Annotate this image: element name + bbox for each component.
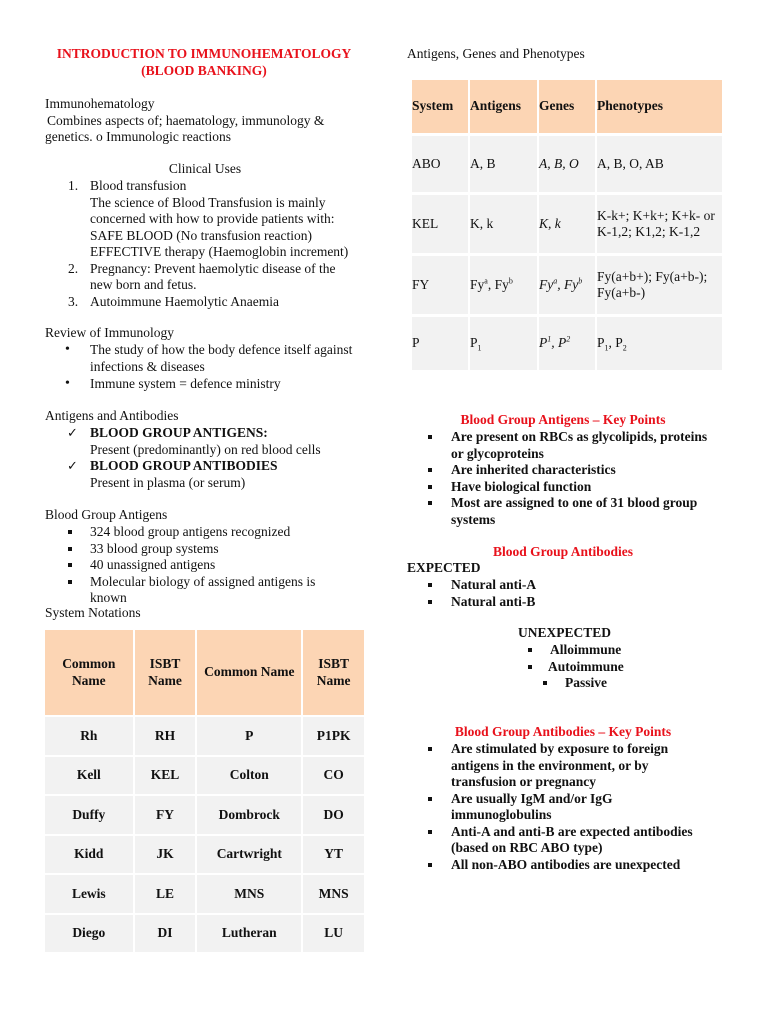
bullet-square-icon [543,681,547,685]
unexpected-item-label: Autoimmune [548,658,624,674]
notation-cell: DI [135,915,198,955]
notation-cell: DO [303,796,366,836]
notation-cell: Cartwright [197,836,303,876]
agp-gene-base: P [539,335,548,351]
antibodies-heading: Blood Group Antibodies [492,544,634,559]
agp-row-fy [412,256,724,317]
review-item-line: • Immune system = defence ministry [90,376,281,391]
agp-phenotypes [597,317,724,373]
document-title [45,46,363,79]
agp-row-p [412,317,724,373]
antibody-key-point-item-line: transfusion or pregnancy [451,774,597,789]
ag-ab-item-label: BLOOD GROUP ANTIGENS: [90,425,268,440]
immuno-section [45,96,365,146]
ag-ab-item-desc: Present (predominantly) on red blood cells [90,441,321,457]
agp-ag-base: P [470,335,478,351]
notation-cell: LU [303,915,366,955]
notation-header-line: Common Name [204,664,295,680]
review-item-line: • The study of how the body defence itself against [90,342,353,357]
notation-row [45,796,366,836]
bga-item-line: known [90,590,127,605]
notation-cell: Lewis [45,875,135,915]
agp-ag-sup-a: a [484,276,488,286]
agp-antigens [470,317,539,373]
unexpected-item [543,675,668,692]
unexpected-item [528,659,668,676]
key-points-list [406,429,726,528]
agp-heading: Antigens, Genes and Phenotypes [407,46,585,61]
notation-header-line: ISBT [149,656,181,671]
notation-cell: CO [303,757,366,797]
ag-ab-list [45,425,365,491]
unexpected-item [528,642,668,659]
notation-cell: Colton [197,757,303,797]
notation-cell: Dombrock [197,796,303,836]
key-point-item-line: Most are assigned to one of 31 blood group [451,495,698,510]
system-notations-table [45,630,366,954]
agp-antigens: A, B [470,136,539,195]
notation-cell: KEL [135,757,198,797]
clinical-item-line: Pregnancy: Prevent haemolytic disease of the [90,260,336,276]
key-point-item-line: or glycoproteins [451,445,544,461]
agp-header-phenotypes: Phenotypes [597,80,724,136]
immuno-heading: Immunohematology [45,96,155,111]
notation-header-line: Name [71,672,106,688]
agp-phenotype-line: K-k+; K+k+; K+k- or [597,207,715,223]
agp-genes: A, B, O [539,136,597,195]
agp-ag-sup-b: b [508,276,513,286]
notation-cell: RH [135,717,198,757]
title-line-2: (BLOOD BANKING) [141,62,267,78]
agp-gene-sup-1: 1 [547,334,552,344]
clinical-item [45,294,365,311]
notation-header-row [45,630,366,717]
unexpected-label: UNEXPECTED [518,625,612,640]
antibody-key-point-item-line: Are usually IgM and/or IgG [451,790,613,806]
agp-header-genes: Genes [539,80,597,136]
notation-cell: YT [303,836,366,876]
clinical-item [45,178,365,261]
ag-ab-item [45,425,365,458]
agp-row-abo [412,136,724,195]
antibody-key-point-item [406,857,726,874]
clinical-item-line: Blood transfusion [90,178,187,193]
notation-cell: JK [135,836,198,876]
ag-ab-heading: Antigens and Antibodies [45,408,179,423]
key-point-item-line: Are present on RBCs as glycolipids, proteins [451,429,708,444]
agp-gene-base: Fy [539,276,554,292]
title-line-1: INTRODUCTION TO IMMUNOHEMATOLOGY [56,46,352,61]
key-point-item-line: Have biological function [451,478,592,494]
expected-label: EXPECTED [407,560,481,575]
review-heading: Review of Immunology [45,325,174,340]
notation-cell: MNS [197,875,303,915]
antibody-key-point-item [406,824,726,857]
notation-row [45,836,366,876]
agp-genes [539,317,597,373]
bullet-square-icon [528,648,532,652]
agp-ag-base: Fy [470,276,485,292]
clinical-item-line: SAFE BLOOD (No transfusion reaction) [90,227,312,243]
notation-cell: Diego [45,915,135,955]
clinical-uses-list [45,178,365,310]
agp-header-antigens: Antigens [470,80,539,136]
notation-header-cell [303,630,366,717]
agp-gene-sup-b: b [578,276,583,286]
notation-header-cell [135,630,198,717]
antibody-key-points-list [406,741,726,873]
key-point-item [406,479,726,496]
bga-item-line: 40 unassigned antigens [90,557,216,572]
clinical-item-line: new born and fetus. [90,277,197,292]
immuno-text-1: Combines aspects of; haematology, immunology & [47,112,325,128]
antibody-key-point-item-line: (based on RBC ABO type) [451,840,603,855]
antibody-key-point-item-line: immunoglobulins [451,807,552,822]
agp-phenotypes: A, B, O, AB [597,136,724,195]
expected-list [406,577,726,610]
immuno-text-2: genetics. o Immunologic reactions [45,129,231,144]
checkmark-icon: ✓ [67,425,78,440]
clinical-item-line: The science of Blood Transfusion is mainly [90,194,326,210]
notation-cell: Kidd [45,836,135,876]
clinical-item-number: 3. [68,293,79,309]
agp-phenotypes [597,256,724,317]
bga-heading: Blood Group Antigens [45,507,168,522]
clinical-heading: Clinical Uses [168,161,242,176]
key-point-item [406,495,726,528]
notation-row [45,875,366,915]
notation-cell: Lutheran [197,915,303,955]
notation-row [45,717,366,757]
antibody-key-point-item-line: All non-ABO antibodies are unexpected [451,856,681,872]
agp-system: KEL [412,195,470,256]
agp-ag-sub: 1 [477,343,482,353]
review-item [45,376,365,393]
bullet-square-icon [528,665,532,669]
agp-antigens: K, k [470,195,539,256]
bga-item-line: Molecular biology of assigned antigens is [90,573,316,589]
agp-system: FY [412,256,470,317]
review-item-line: infections & diseases [90,358,205,374]
notation-header-line: Common [62,656,116,671]
bga-item [45,524,365,541]
bga-item [45,541,365,558]
expected-item: Natural anti-A [406,577,726,594]
review-list [45,342,365,393]
checkmark-icon: ✓ [67,458,78,473]
clinical-item-line: EFFECTIVE therapy (Haemoglobin increment) [90,244,349,259]
agp-phenotype-line: K-1,2; K1,2; K-1,2 [597,224,701,239]
unexpected-list [528,642,668,692]
key-point-item-line: systems [451,511,496,527]
antibody-key-point-item-line: Anti-A and anti-B are expected antibodies [451,823,693,839]
unexpected-item-label: Passive [565,675,607,690]
clinical-item-line: Autoimmune Haemolytic Anaemia [90,293,279,309]
agp-gene-sep: , P [551,335,567,351]
notation-cell: Duffy [45,796,135,836]
agp-antigens [470,256,539,317]
notation-cell: P1PK [303,717,366,757]
agp-genes: K, k [539,195,597,256]
antibody-key-points-heading: Blood Group Antibodies – Key Points [454,724,672,739]
agp-phen-sub-2: 2 [622,343,627,353]
agp-header-system: System [412,80,470,136]
notation-cell: Rh [45,717,135,757]
notation-header-line: ISBT [318,656,350,671]
unexpected-item-label: Alloimmune [550,642,622,657]
agp-header-row [412,80,724,136]
bga-item-line: 324 blood group antigens recognized [90,524,291,539]
clinical-item-line: concerned with how to provide patients with: [90,211,335,226]
bga-item-line: 33 blood group systems [90,540,219,556]
agp-row-kel [412,195,724,256]
clinical-item-number: 2. [68,260,79,276]
notation-header-line: Name [316,672,351,688]
antibody-key-point-item-line: Are stimulated by exposure to foreign [451,741,669,756]
key-point-item-line: Are inherited characteristics [451,462,616,477]
agp-table [412,80,724,373]
notation-cell: Kell [45,757,135,797]
agp-gene-sup-2: 2 [566,334,571,344]
agp-phen-sub-1: 1 [604,343,609,353]
notation-row [45,757,366,797]
agp-gene-sup-a: a [553,276,558,286]
agp-phen-base: P [597,335,605,351]
notation-cell: FY [135,796,198,836]
clinical-item-number: 1. [68,178,79,193]
agp-phen-sep: , P [608,335,623,351]
key-point-item [406,429,726,462]
antibody-key-point-item [406,791,726,824]
ag-ab-item-desc: Present in plasma (or serum) [90,474,246,490]
notation-header-cell [197,630,303,717]
antibody-key-point-item-line: antigens in the environment, or by [451,757,649,773]
clinical-item [45,261,365,294]
bga-item [45,574,365,607]
review-item [45,342,365,375]
ag-ab-item-label: BLOOD GROUP ANTIBODIES [90,458,278,473]
notation-cell: P [197,717,303,757]
ag-ab-item [45,458,365,491]
agp-system: P [412,317,470,373]
agp-ag-sep: , Fy [487,276,509,292]
agp-phenotype-line: Fy(a+b+); Fy(a+b-); [597,268,708,284]
agp-gene-sep: , Fy [557,276,579,292]
agp-system: ABO [412,136,470,195]
expected-item: Natural anti-B [406,594,726,611]
antibody-key-point-item [406,741,726,791]
notation-heading: System Notations [45,605,141,620]
bga-list [45,524,365,607]
agp-phenotype-line: Fy(a+b-) [597,285,646,300]
key-points-heading: Blood Group Antigens – Key Points [460,412,666,427]
bga-item [45,557,365,574]
notation-header-cell [45,630,135,717]
notation-cell: MNS [303,875,366,915]
notation-header-line: Name [148,672,182,688]
agp-phenotypes [597,195,724,256]
key-point-item [406,462,726,479]
agp-genes [539,256,597,317]
notation-cell: LE [135,875,198,915]
notation-row [45,915,366,955]
